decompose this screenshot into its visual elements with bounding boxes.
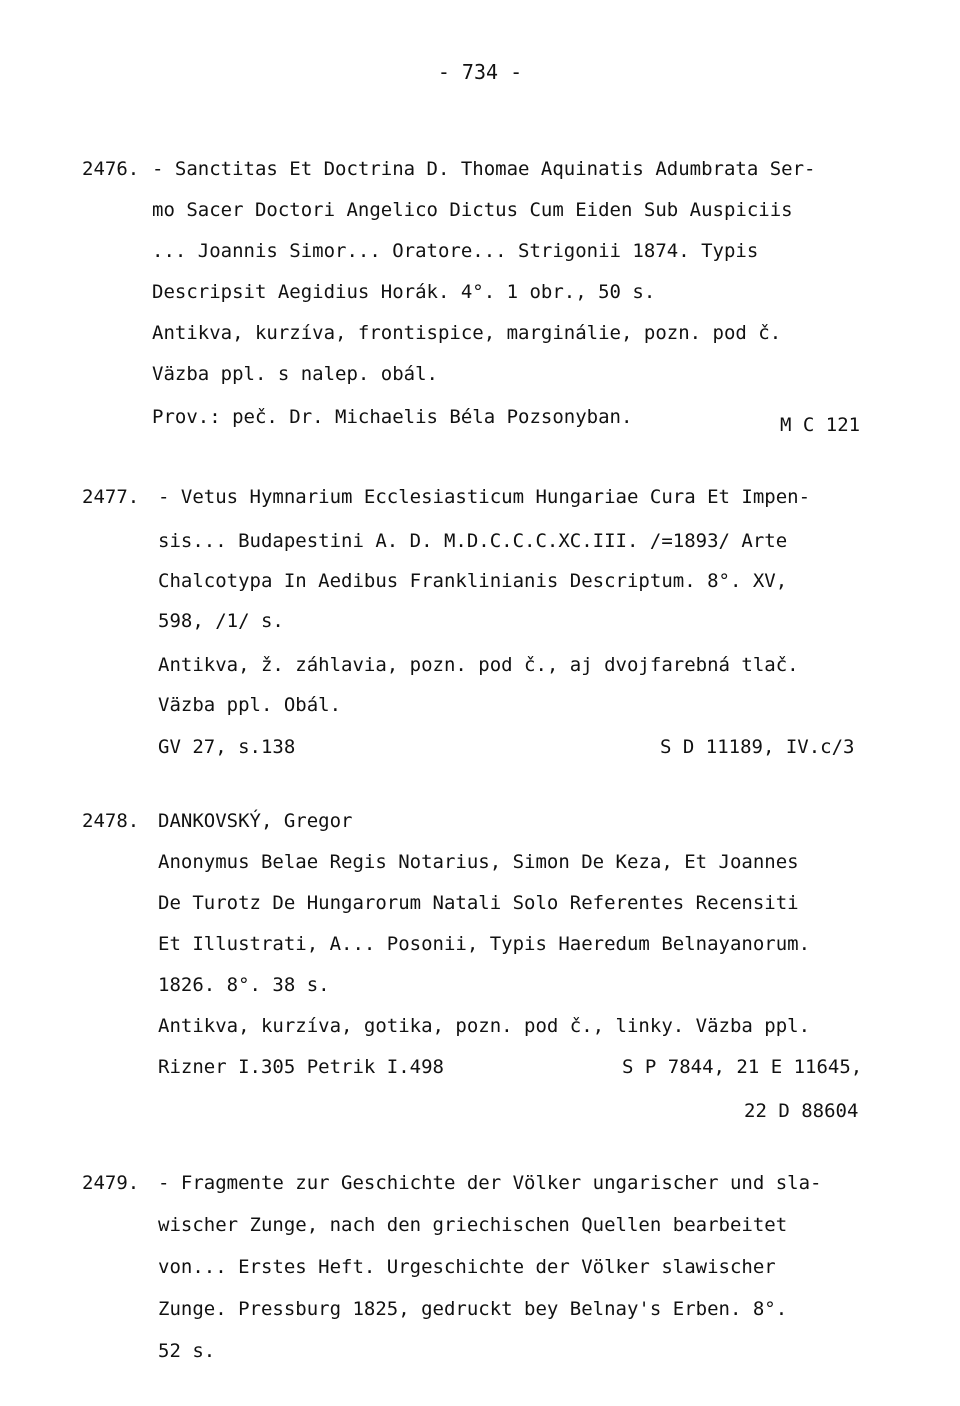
entry-line: Antikva, kurzíva, frontispice, marginálie, pozn. pod č. bbox=[152, 322, 782, 344]
entry-line: Väzba ppl. Obál. bbox=[158, 694, 342, 716]
entry-line: Descripsit Aegidius Horák. 4°. 1 obr., 50 s. bbox=[152, 281, 656, 303]
shelf-signature: S P 7844, 21 E 11645, bbox=[622, 1056, 863, 1078]
entry-line: - Sanctitas Et Doctrina D. Thomae Aquinatis Adumbrata Ser- bbox=[152, 158, 816, 180]
entry-line: Rizner I.305 Petrik I.498 bbox=[158, 1056, 444, 1078]
entry-line: - Vetus Hymnarium Ecclesiasticum Hungariae Cura Et Impen- bbox=[158, 486, 811, 508]
entry-line: Anonymus Belae Regis Notarius, Simon De Keza, Et Joannes bbox=[158, 851, 799, 873]
entry-number: 2477. bbox=[82, 486, 140, 508]
entry-line: von... Erstes Heft. Urgeschichte der Völker slawischer bbox=[158, 1256, 776, 1278]
entry-line: mo Sacer Doctori Angelico Dictus Cum Eiden Sub Auspiciis bbox=[152, 199, 793, 221]
entry-line: Väzba ppl. s nalep. obál. bbox=[152, 363, 438, 385]
entry-line: 598, /1/ s. bbox=[158, 610, 284, 632]
entry-line: sis... Budapestini A. D. M.D.C.C.C.XC.III. /=1893/ Arte bbox=[158, 530, 788, 552]
entry-line: Zunge. Pressburg 1825, gedruckt bey Belnay's Erben. 8°. bbox=[158, 1298, 788, 1320]
entry-line: wischer Zunge, nach den griechischen Quellen bearbeitet bbox=[158, 1214, 788, 1236]
entry-line: ... Joannis Simor... Oratore... Strigonii 1874. Typis bbox=[152, 240, 759, 262]
entry-line: 52 s. bbox=[158, 1340, 216, 1362]
entry-line: Antikva, ž. záhlavia, pozn. pod č., aj dvojfarebná tlač. bbox=[158, 654, 799, 676]
shelf-signature: S D 11189, IV.c/3 bbox=[660, 736, 855, 758]
entry-line: De Turotz De Hungarorum Natali Solo Referentes Recensiti bbox=[158, 892, 799, 914]
entry-number: 2478. bbox=[82, 810, 140, 832]
entry-line: Antikva, kurzíva, gotika, pozn. pod č., linky. Väzba ppl. bbox=[158, 1015, 811, 1037]
entry-line: GV 27, s.138 bbox=[158, 736, 296, 758]
shelf-signature-continued: 22 D 88604 bbox=[744, 1100, 859, 1122]
entry-line: Prov.: peč. Dr. Michaelis Béla Pozsonyban. bbox=[152, 406, 633, 428]
entry-line: Chalcotypa In Aedibus Franklinianis Descriptum. 8°. XV, bbox=[158, 570, 788, 592]
entry-line: - Fragmente zur Geschichte der Völker ungarischer und sla- bbox=[158, 1172, 822, 1194]
entry-line: DANKOVSKÝ, Gregor bbox=[158, 810, 353, 832]
entry-line: 1826. 8°. 38 s. bbox=[158, 974, 330, 996]
entry-number: 2479. bbox=[82, 1172, 140, 1194]
shelf-signature: M C 121 bbox=[780, 414, 861, 436]
entry-line: Et Illustrati, A... Posonii, Typis Haeredum Belnayanorum. bbox=[158, 933, 811, 955]
page-number: - 734 - bbox=[437, 60, 523, 84]
entry-number: 2476. bbox=[82, 158, 140, 180]
